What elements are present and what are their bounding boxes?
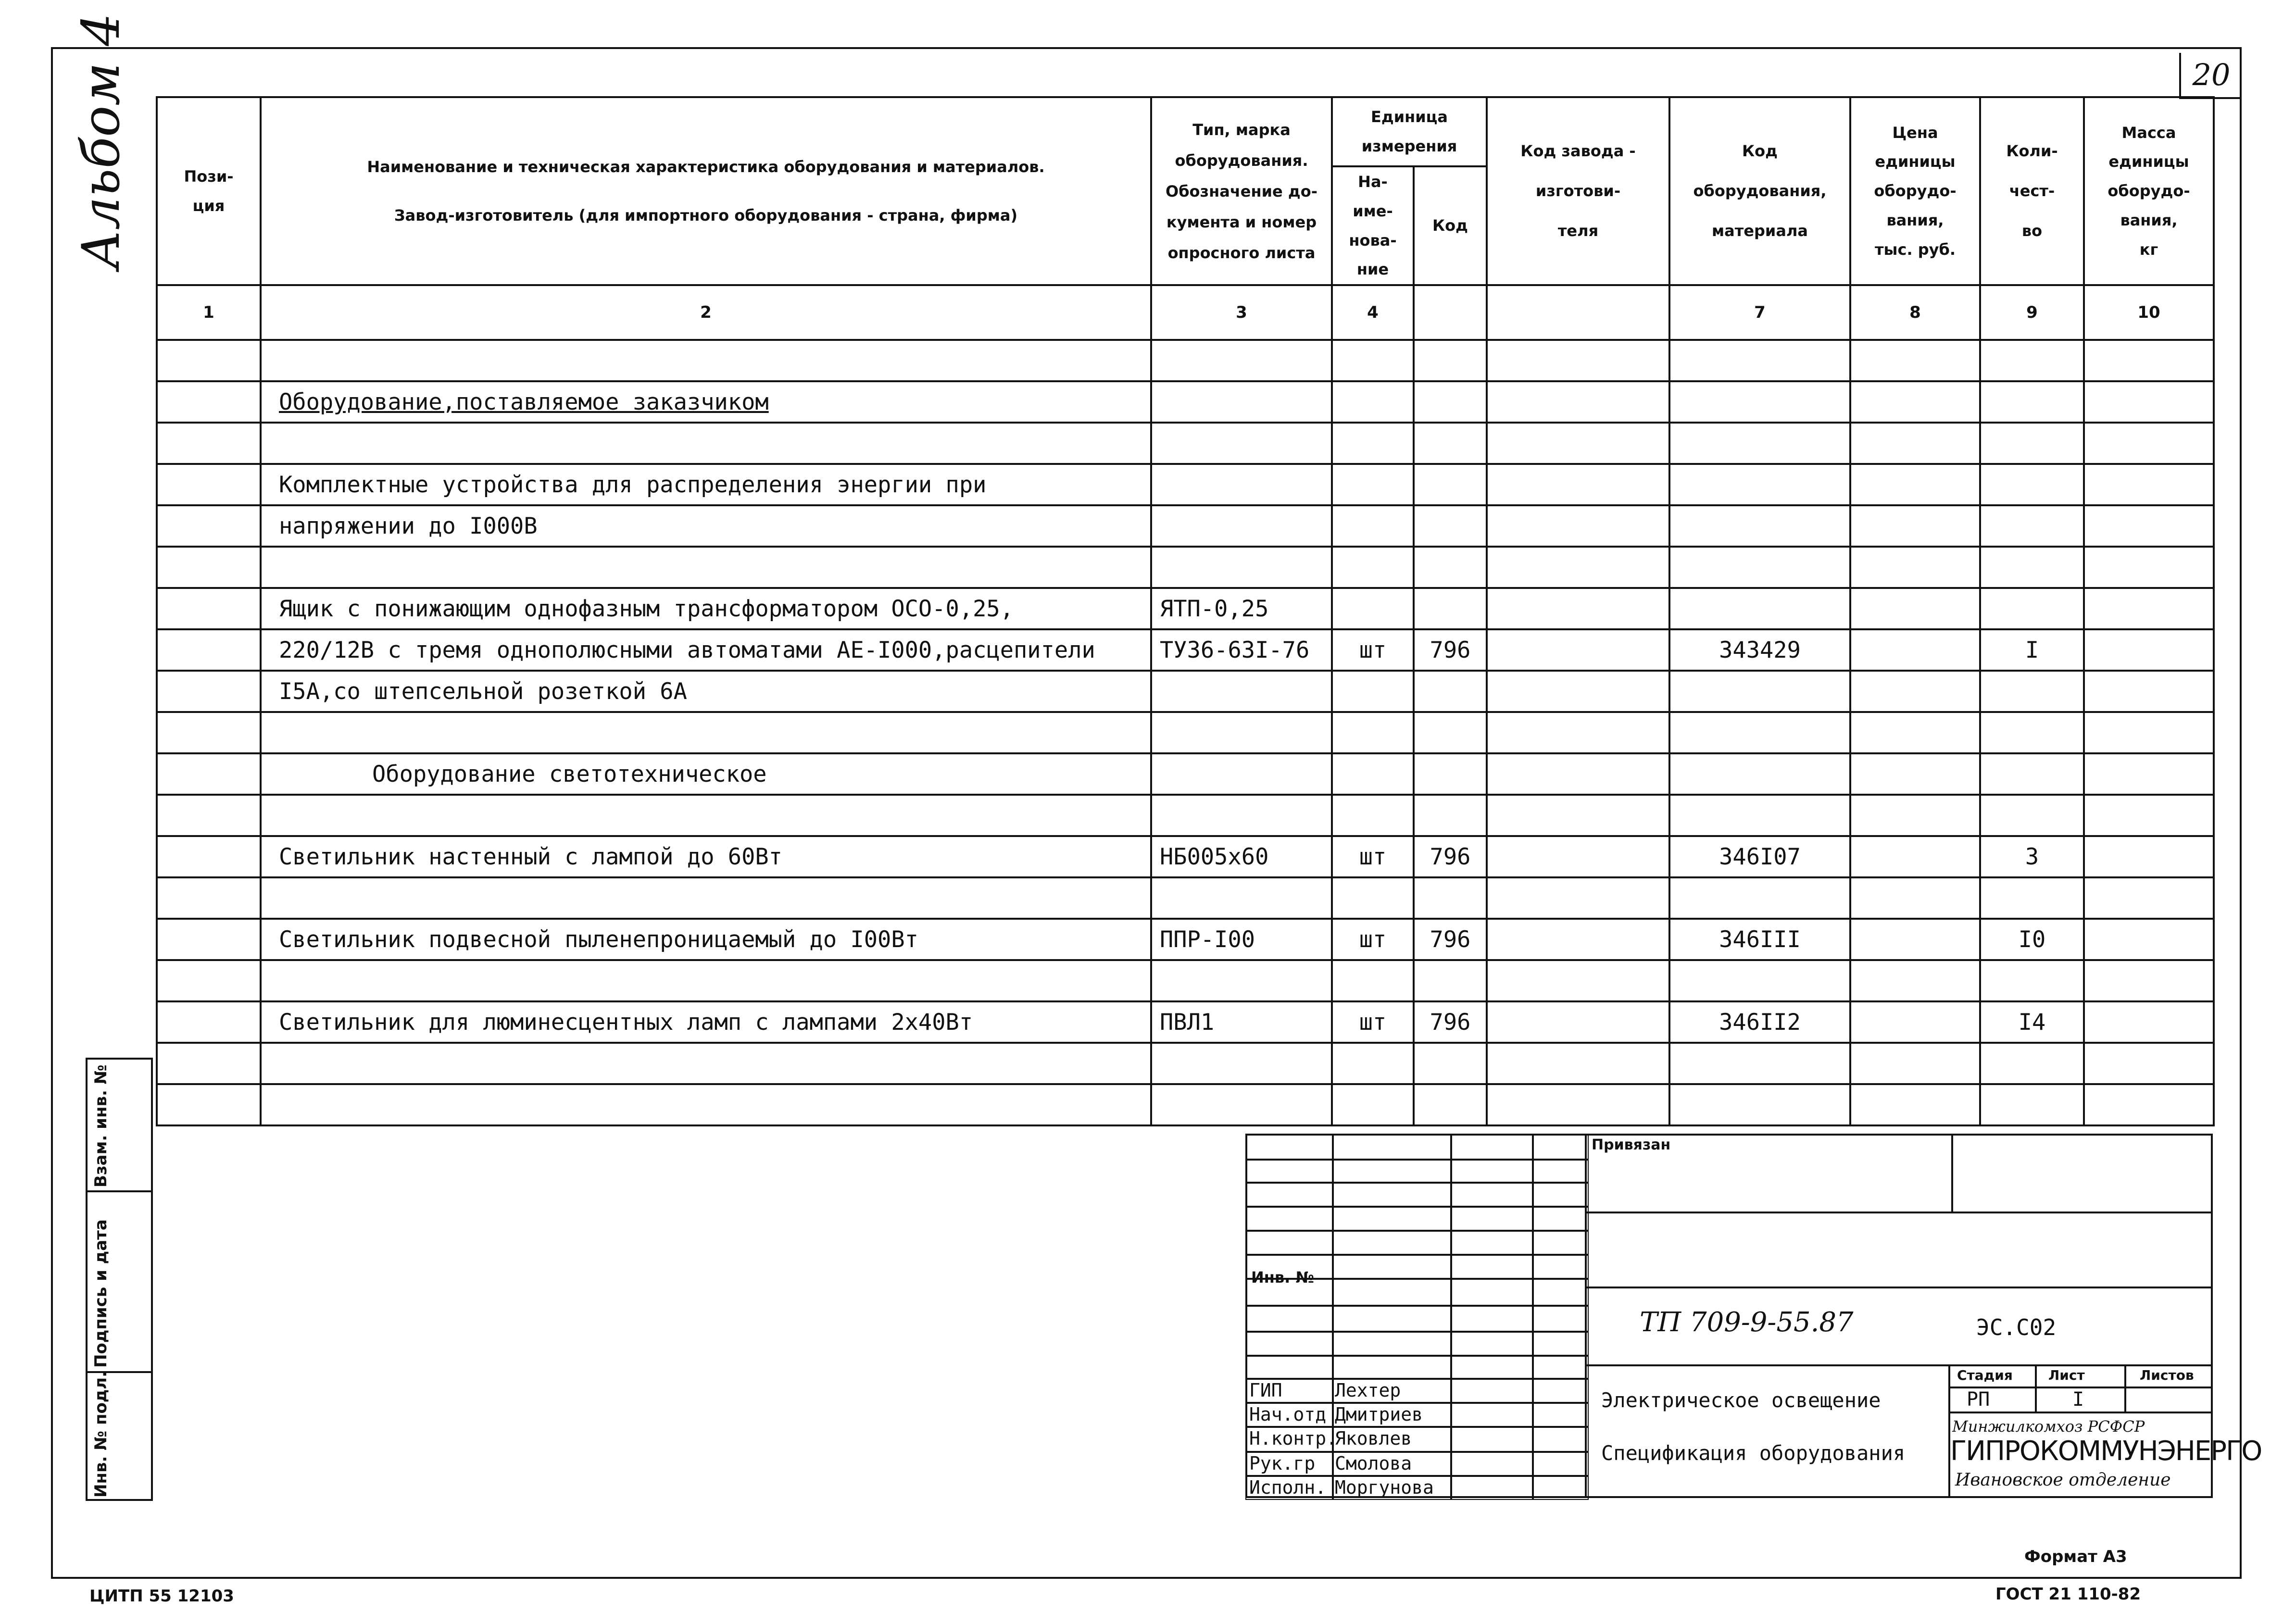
name-cell <box>261 423 1151 464</box>
unit-cell <box>1332 795 1414 836</box>
mass-cell <box>2084 423 2214 464</box>
plant-code-cell <box>1487 712 1669 753</box>
unit-cell: шт <box>1332 836 1414 877</box>
signature-role: Нач.отд <box>1249 1404 1327 1425</box>
price-cell <box>1850 877 1980 919</box>
equipment-code-cell <box>1669 960 1850 1001</box>
sheets-label: Листов <box>2140 1367 2194 1383</box>
mass-cell <box>2084 340 2214 381</box>
unit-code-cell: 796 <box>1414 919 1487 960</box>
unit-code-cell: 796 <box>1414 1001 1487 1043</box>
price-cell <box>1850 836 1980 877</box>
plant-code-cell <box>1487 919 1669 960</box>
position-cell <box>157 919 261 960</box>
signature-role: Исполн. <box>1249 1477 1327 1498</box>
header-quantity: Коли- чест- во <box>1980 97 2084 285</box>
equipment-code-cell <box>1669 1043 1850 1084</box>
unit-code-cell <box>1414 340 1487 381</box>
name-cell: Оборудование светотехническое <box>261 753 1151 795</box>
name-cell: Светильник настенный с лампой до 60Вт <box>261 836 1151 877</box>
equipment-code-cell: 346I07 <box>1669 836 1850 877</box>
unit-cell <box>1332 671 1414 712</box>
unit-cell: шт <box>1332 919 1414 960</box>
signature-name: Яковлев <box>1335 1428 1412 1449</box>
unit-cell: шт <box>1332 1001 1414 1043</box>
quantity-cell: I4 <box>1980 1001 2084 1043</box>
price-cell <box>1850 464 1980 505</box>
branch-name: Ивановское отделение <box>1955 1470 2171 1490</box>
plant-code-cell <box>1487 877 1669 919</box>
quantity-cell <box>1980 588 2084 629</box>
table-row <box>157 836 2214 877</box>
type-cell <box>1151 753 1332 795</box>
plant-code-cell <box>1487 1043 1669 1084</box>
mass-cell <box>2084 505 2214 547</box>
side-podpis-label: Подпись и дата <box>91 1219 111 1368</box>
signature-role: ГИП <box>1249 1380 1282 1401</box>
table-row <box>157 340 2214 381</box>
equipment-code-cell <box>1669 340 1850 381</box>
quantity-cell <box>1980 712 2084 753</box>
position-cell <box>157 1084 261 1125</box>
quantity-cell <box>1980 340 2084 381</box>
header-plant-code: Код завода - изготови- теля <box>1487 97 1669 285</box>
unit-cell <box>1332 1043 1414 1084</box>
position-cell <box>157 547 261 588</box>
name-cell: Светильник подвесной пыленепроницаемый до I00Вт <box>261 919 1151 960</box>
quantity-cell <box>1980 1084 2084 1125</box>
equipment-code-cell <box>1669 547 1850 588</box>
table-row <box>157 629 2214 671</box>
type-cell: ЯТП-0,25 <box>1151 588 1332 629</box>
name-cell: Оборудование,поставляемое заказчиком <box>261 381 1151 423</box>
unit-cell <box>1332 464 1414 505</box>
table-row <box>157 919 2214 960</box>
quantity-cell <box>1980 381 2084 423</box>
mass-cell <box>2084 1043 2214 1084</box>
signature-name: Моргунова <box>1335 1477 1434 1498</box>
type-cell: ТУ36-63I-76 <box>1151 629 1332 671</box>
column-number: 7 <box>1669 285 1850 340</box>
position-cell <box>157 340 261 381</box>
name-cell: Комплектные устройства для распределения энергии при <box>261 464 1151 505</box>
price-cell <box>1850 795 1980 836</box>
unit-code-cell <box>1414 505 1487 547</box>
table-row <box>157 712 2214 753</box>
signature-role: Н.контр. <box>1249 1428 1338 1449</box>
name-cell <box>261 712 1151 753</box>
sheet-value: I <box>2072 1388 2084 1411</box>
header-position: Пози- ция <box>157 97 261 285</box>
name-cell: Ящик с понижающим однофазным трансформатором ОСО-0,25, <box>261 588 1151 629</box>
header-name: Наименование и техническая характеристика оборудования и материалов. Завод-изготовитель (для импортного оборудования - страна, фирма) <box>261 97 1151 285</box>
table-row <box>157 795 2214 836</box>
equipment-code-cell <box>1669 505 1850 547</box>
table-row <box>157 960 2214 1001</box>
name-cell <box>261 547 1151 588</box>
left-code: ЦИТП 55 12103 <box>89 1587 234 1606</box>
type-cell <box>1151 960 1332 1001</box>
column-number: 8 <box>1850 285 1980 340</box>
unit-cell <box>1332 960 1414 1001</box>
document-suffix: ЭС.С02 <box>1976 1314 2057 1340</box>
type-cell <box>1151 877 1332 919</box>
mass-cell <box>2084 381 2214 423</box>
equipment-code-cell: 346III <box>1669 919 1850 960</box>
equipment-code-cell <box>1669 753 1850 795</box>
plant-code-cell <box>1487 547 1669 588</box>
position-cell <box>157 423 261 464</box>
column-number: 2 <box>261 285 1151 340</box>
position-cell <box>157 795 261 836</box>
position-cell <box>157 629 261 671</box>
price-cell <box>1850 340 1980 381</box>
type-cell: НБ005х60 <box>1151 836 1332 877</box>
quantity-cell <box>1980 960 2084 1001</box>
mass-cell <box>2084 1084 2214 1125</box>
plant-code-cell <box>1487 753 1669 795</box>
table-row <box>157 1084 2214 1125</box>
unit-code-cell: 796 <box>1414 836 1487 877</box>
unit-code-cell <box>1414 960 1487 1001</box>
equipment-code-cell <box>1669 464 1850 505</box>
column-number: 4 <box>1332 285 1414 340</box>
quantity-cell <box>1980 877 2084 919</box>
name-cell: 220/12В с тремя однополюсными автоматами АЕ-I000,расцепители <box>261 629 1151 671</box>
unit-code-cell <box>1414 381 1487 423</box>
equipment-code-cell <box>1669 877 1850 919</box>
name-cell <box>261 340 1151 381</box>
mass-cell <box>2084 836 2214 877</box>
gost-label: ГОСТ 21 110-82 <box>1995 1585 2141 1604</box>
quantity-cell: I0 <box>1980 919 2084 960</box>
column-number <box>1487 285 1669 340</box>
inv-no-label: Инв. № <box>1251 1268 1314 1287</box>
type-cell <box>1151 505 1332 547</box>
album-label: Альбом 4 <box>71 13 131 269</box>
plant-code-cell <box>1487 1001 1669 1043</box>
stage-value: РП <box>1967 1388 1990 1411</box>
unit-code-cell <box>1414 877 1487 919</box>
plant-code-cell <box>1487 423 1669 464</box>
sheet-number: 20 <box>2179 53 2242 99</box>
mass-cell <box>2084 960 2214 1001</box>
plant-code-cell <box>1487 381 1669 423</box>
mass-cell <box>2084 919 2214 960</box>
price-cell <box>1850 629 1980 671</box>
quantity-cell <box>1980 547 2084 588</box>
unit-code-cell <box>1414 464 1487 505</box>
type-cell <box>1151 1084 1332 1125</box>
price-cell <box>1850 1084 1980 1125</box>
table-row <box>157 505 2214 547</box>
organization-name: ГИПРОКОММУНЭНЕРГО <box>1950 1436 2262 1467</box>
mass-cell <box>2084 1001 2214 1043</box>
unit-cell <box>1332 381 1414 423</box>
position-cell <box>157 960 261 1001</box>
price-cell <box>1850 423 1980 464</box>
equipment-code-cell <box>1669 423 1850 464</box>
equipment-code-cell <box>1669 1084 1850 1125</box>
table-row <box>157 464 2214 505</box>
quantity-cell <box>1980 795 2084 836</box>
type-cell <box>1151 423 1332 464</box>
header-type: Тип, марка оборудования. Обозначение до- кумента и номер опросного листа <box>1151 97 1332 285</box>
header-unit-code: Код <box>1414 166 1487 285</box>
type-cell: ПВЛ1 <box>1151 1001 1332 1043</box>
price-cell <box>1850 712 1980 753</box>
name-cell <box>261 795 1151 836</box>
quantity-cell <box>1980 505 2084 547</box>
stage-label: Стадия <box>1957 1367 2013 1383</box>
plant-code-cell <box>1487 836 1669 877</box>
price-cell <box>1850 919 1980 960</box>
privyazan-label: Привязан <box>1592 1137 1671 1153</box>
unit-code-cell <box>1414 795 1487 836</box>
signature-name: Дмитриев <box>1335 1404 1423 1425</box>
price-cell <box>1850 960 1980 1001</box>
table-row <box>157 1043 2214 1084</box>
type-cell <box>1151 712 1332 753</box>
plant-code-cell <box>1487 960 1669 1001</box>
plant-code-cell <box>1487 340 1669 381</box>
name-cell: Светильник для люминесцентных ламп с лампами 2х40Вт <box>261 1001 1151 1043</box>
equipment-code-cell <box>1669 381 1850 423</box>
header-unit-name: На- име- нова- ние <box>1332 166 1414 285</box>
specification-table <box>156 96 2215 1126</box>
plant-code-cell <box>1487 629 1669 671</box>
name-cell: напряжении до I000В <box>261 505 1151 547</box>
position-cell <box>157 381 261 423</box>
equipment-code-cell <box>1669 795 1850 836</box>
side-inv-podl-label: Инв. № подл. <box>91 1371 111 1498</box>
mass-cell <box>2084 712 2214 753</box>
quantity-cell <box>1980 464 2084 505</box>
unit-cell: шт <box>1332 629 1414 671</box>
header-price: Цена единицы оборудо- вания, тыс. руб. <box>1850 97 1980 285</box>
table-row <box>157 547 2214 588</box>
plant-code-cell <box>1487 464 1669 505</box>
quantity-cell <box>1980 1043 2084 1084</box>
type-cell <box>1151 464 1332 505</box>
plant-code-cell <box>1487 505 1669 547</box>
equipment-code-cell <box>1669 671 1850 712</box>
position-cell <box>157 712 261 753</box>
table-row <box>157 671 2214 712</box>
type-cell: ППР-I00 <box>1151 919 1332 960</box>
mass-cell <box>2084 671 2214 712</box>
price-cell <box>1850 588 1980 629</box>
equipment-code-cell <box>1669 588 1850 629</box>
column-number: 10 <box>2084 285 2214 340</box>
price-cell <box>1850 1043 1980 1084</box>
unit-cell <box>1332 505 1414 547</box>
type-cell <box>1151 1043 1332 1084</box>
mass-cell <box>2084 795 2214 836</box>
position-cell <box>157 836 261 877</box>
column-number: 3 <box>1151 285 1332 340</box>
name-cell: I5А,со штепсельной розеткой 6А <box>261 671 1151 712</box>
side-vzam-label: Взам. инв. № <box>91 1064 111 1187</box>
ministry-label: Минжилкомхоз РСФСР <box>1952 1417 2145 1436</box>
mass-cell <box>2084 588 2214 629</box>
position-cell <box>157 753 261 795</box>
name-cell <box>261 1043 1151 1084</box>
unit-code-cell <box>1414 753 1487 795</box>
price-cell <box>1850 671 1980 712</box>
plant-code-cell <box>1487 588 1669 629</box>
table-row <box>157 423 2214 464</box>
name-cell <box>261 960 1151 1001</box>
unit-cell <box>1332 712 1414 753</box>
sheet-label: Лист <box>2048 1367 2085 1383</box>
plant-code-cell <box>1487 1084 1669 1125</box>
unit-cell <box>1332 340 1414 381</box>
unit-cell <box>1332 877 1414 919</box>
unit-code-cell <box>1414 712 1487 753</box>
position-cell <box>157 877 261 919</box>
unit-cell <box>1332 423 1414 464</box>
price-cell <box>1850 1001 1980 1043</box>
position-cell <box>157 1043 261 1084</box>
table-row <box>157 753 2214 795</box>
price-cell <box>1850 381 1980 423</box>
mass-cell <box>2084 877 2214 919</box>
position-cell <box>157 588 261 629</box>
plant-code-cell <box>1487 671 1669 712</box>
quantity-cell: 3 <box>1980 836 2084 877</box>
table-row <box>157 877 2214 919</box>
title-block <box>1245 1134 2262 1498</box>
unit-cell <box>1332 588 1414 629</box>
signature-name: Смолова <box>1335 1453 1412 1474</box>
quantity-cell <box>1980 423 2084 464</box>
column-number: 9 <box>1980 285 2084 340</box>
doc-title-1: Электрическое освещение <box>1601 1388 1881 1412</box>
column-number: 1 <box>157 285 261 340</box>
unit-cell <box>1332 753 1414 795</box>
position-cell <box>157 1001 261 1043</box>
quantity-cell <box>1980 753 2084 795</box>
type-cell <box>1151 381 1332 423</box>
price-cell <box>1850 753 1980 795</box>
header-equipment-code: Код оборудования, материала <box>1669 97 1850 285</box>
document-number: ТП 709-9-55.87 <box>1640 1307 1854 1338</box>
table-row <box>157 588 2214 629</box>
mass-cell <box>2084 547 2214 588</box>
position-cell <box>157 505 261 547</box>
mass-cell <box>2084 629 2214 671</box>
type-cell <box>1151 795 1332 836</box>
unit-code-cell <box>1414 671 1487 712</box>
header-mass: Масса единицы оборудо- вания, кг <box>2084 97 2214 285</box>
position-cell <box>157 464 261 505</box>
type-cell <box>1151 340 1332 381</box>
format-label: Формат А3 <box>2024 1547 2127 1566</box>
price-cell <box>1850 505 1980 547</box>
unit-code-cell <box>1414 1084 1487 1125</box>
quantity-cell <box>1980 671 2084 712</box>
unit-cell <box>1332 547 1414 588</box>
unit-code-cell <box>1414 1043 1487 1084</box>
unit-code-cell <box>1414 547 1487 588</box>
doc-title-2: Спецификация оборудования <box>1601 1441 1906 1465</box>
position-cell <box>157 671 261 712</box>
table-row <box>157 1001 2214 1043</box>
plant-code-cell <box>1487 795 1669 836</box>
table-row <box>157 381 2214 423</box>
unit-code-cell <box>1414 423 1487 464</box>
unit-code-cell <box>1414 588 1487 629</box>
mass-cell <box>2084 753 2214 795</box>
equipment-code-cell <box>1669 712 1850 753</box>
name-cell <box>261 877 1151 919</box>
header-unit: Единица измерения <box>1332 97 1487 166</box>
price-cell <box>1850 547 1980 588</box>
quantity-cell: I <box>1980 629 2084 671</box>
unit-cell <box>1332 1084 1414 1125</box>
equipment-code-cell: 343429 <box>1669 629 1850 671</box>
equipment-code-cell: 346II2 <box>1669 1001 1850 1043</box>
signature-role: Рук.гр <box>1249 1453 1316 1474</box>
type-cell <box>1151 547 1332 588</box>
unit-code-cell: 796 <box>1414 629 1487 671</box>
signature-name: Лехтер <box>1335 1380 1401 1401</box>
column-number <box>1414 285 1487 340</box>
name-cell <box>261 1084 1151 1125</box>
type-cell <box>1151 671 1332 712</box>
mass-cell <box>2084 464 2214 505</box>
